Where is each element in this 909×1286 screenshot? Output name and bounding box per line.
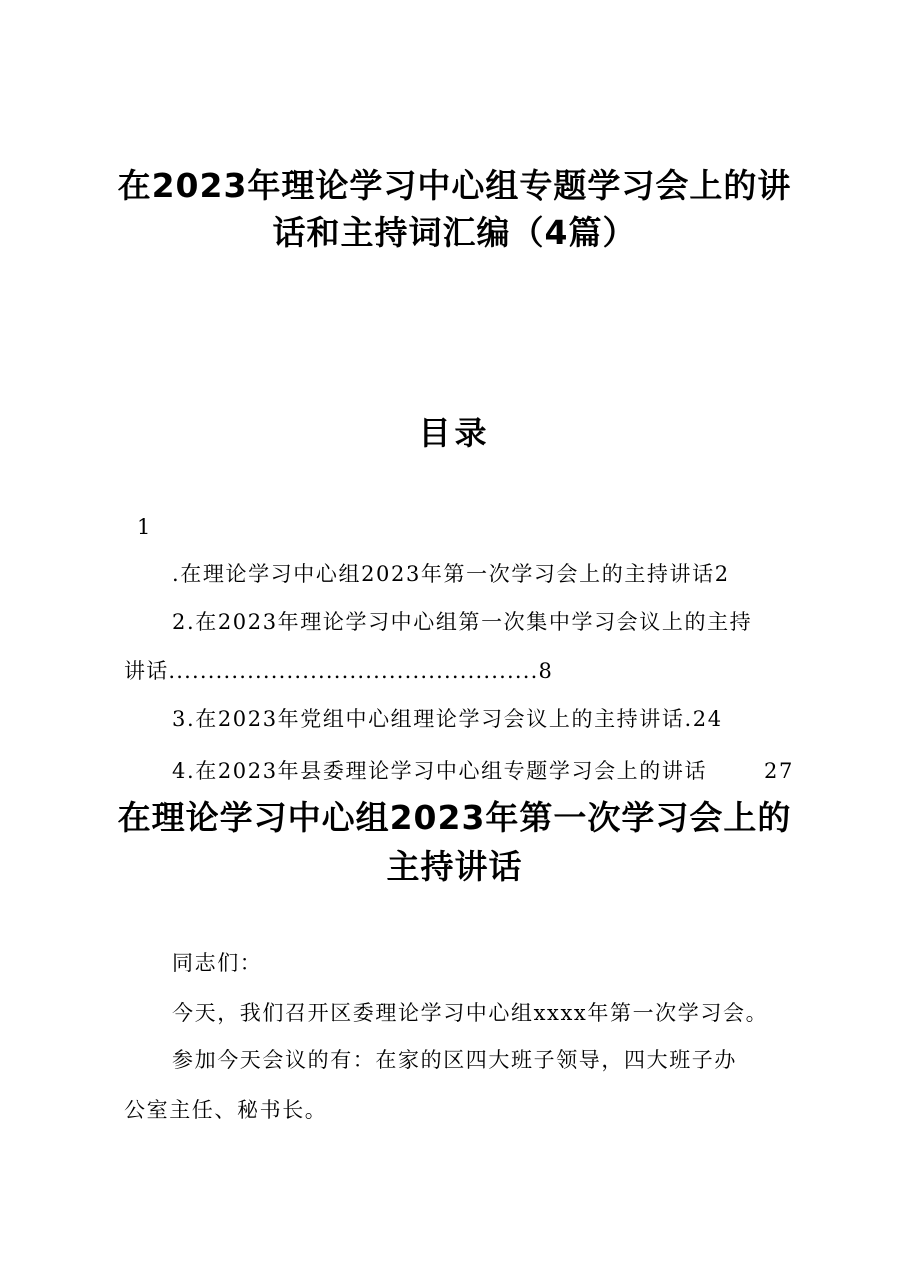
toc-item-4-page: 27 <box>764 759 794 783</box>
toc-item-4: 4.在2023年县委理论学习中心组专题学习会上的讲话 <box>172 759 708 783</box>
toc-item-2-line-2: 讲话...............................................8 <box>124 659 554 683</box>
paragraph-salutation: 同志们： <box>172 951 263 975</box>
toc-item-1-number: 1 <box>137 515 152 539</box>
toc-heading: 目录 <box>418 414 491 452</box>
paragraph-2-line-1: 参加今天会议的有：在家的区四大班子领导，四大班子办 <box>172 1048 737 1072</box>
toc-item-3: 3.在2023年党组中心组理论学习会议上的主持讲话.24 <box>172 707 723 731</box>
document-title-line-2: 话和主持词汇编（4篇） <box>272 213 637 252</box>
document-title-line-1: 在2023年理论学习中心组专题学习会上的讲 <box>117 166 792 205</box>
paragraph-2-line-2: 公室主任、秘书长。 <box>124 1098 328 1122</box>
section-title-line-1: 在理论学习中心组2023年第一次学习会上的 <box>117 798 792 837</box>
toc-item-1: .在理论学习中心组2023年第一次学习会上的主持讲话2 <box>172 562 730 586</box>
paragraph-1: 今天，我们召开区委理论学习中心组xxxx年第一次学习会。 <box>172 1001 769 1025</box>
section-title-line-2: 主持讲话 <box>386 847 523 886</box>
toc-item-2-line-1: 2.在2023年理论学习中心组第一次集中学习会议上的主持 <box>172 610 753 634</box>
